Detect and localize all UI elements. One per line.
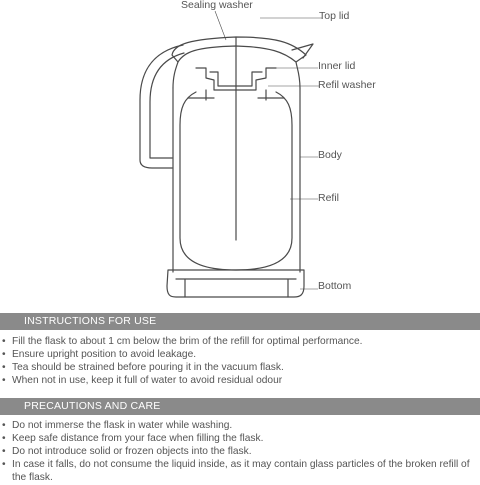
top-lid	[172, 37, 306, 62]
list-item: • Keep safe distance from your face when filling the flask.	[0, 432, 476, 445]
label-refil: Refil	[318, 192, 340, 204]
handle-inner	[150, 53, 184, 158]
list-item: • Do not immerse the flask in water while washing.	[0, 419, 476, 432]
section-header-precautions: PRECAUTIONS AND CARE	[0, 398, 480, 415]
label-top-lid: Top lid	[319, 10, 350, 22]
spout	[292, 44, 313, 58]
label-bottom: Bottom	[318, 280, 352, 292]
label-inner-lid: Inner lid	[318, 60, 356, 72]
list-item: • Do not introduce solid or frozen objects into the flask.	[0, 445, 476, 458]
bottom	[167, 270, 304, 297]
instructions-list	[0, 335, 476, 387]
list-item: • Ensure upright position to avoid leakage.	[0, 348, 476, 361]
list-item: • When not in use, keep it full of water to avoid residual odour	[0, 374, 476, 387]
label-body: Body	[318, 149, 342, 161]
section-header-instructions: INSTRUCTIONS FOR USE	[0, 313, 480, 330]
list-item: • In case it falls, do not consume the liquid inside, as it may contain glass particles of the broken refill of the flask.	[0, 458, 476, 484]
handle	[140, 45, 183, 168]
list-item: • Fill the flask to about 1 cm below the brim of the refill for optimal performance.	[0, 335, 476, 348]
list-item: • Tea should be strained before pouring it in the vacuum flask.	[0, 361, 476, 374]
precautions-list	[0, 419, 476, 484]
label-refil-washer: Refil washer	[318, 79, 376, 91]
label-sealing-washer: Sealing washer	[181, 0, 253, 11]
